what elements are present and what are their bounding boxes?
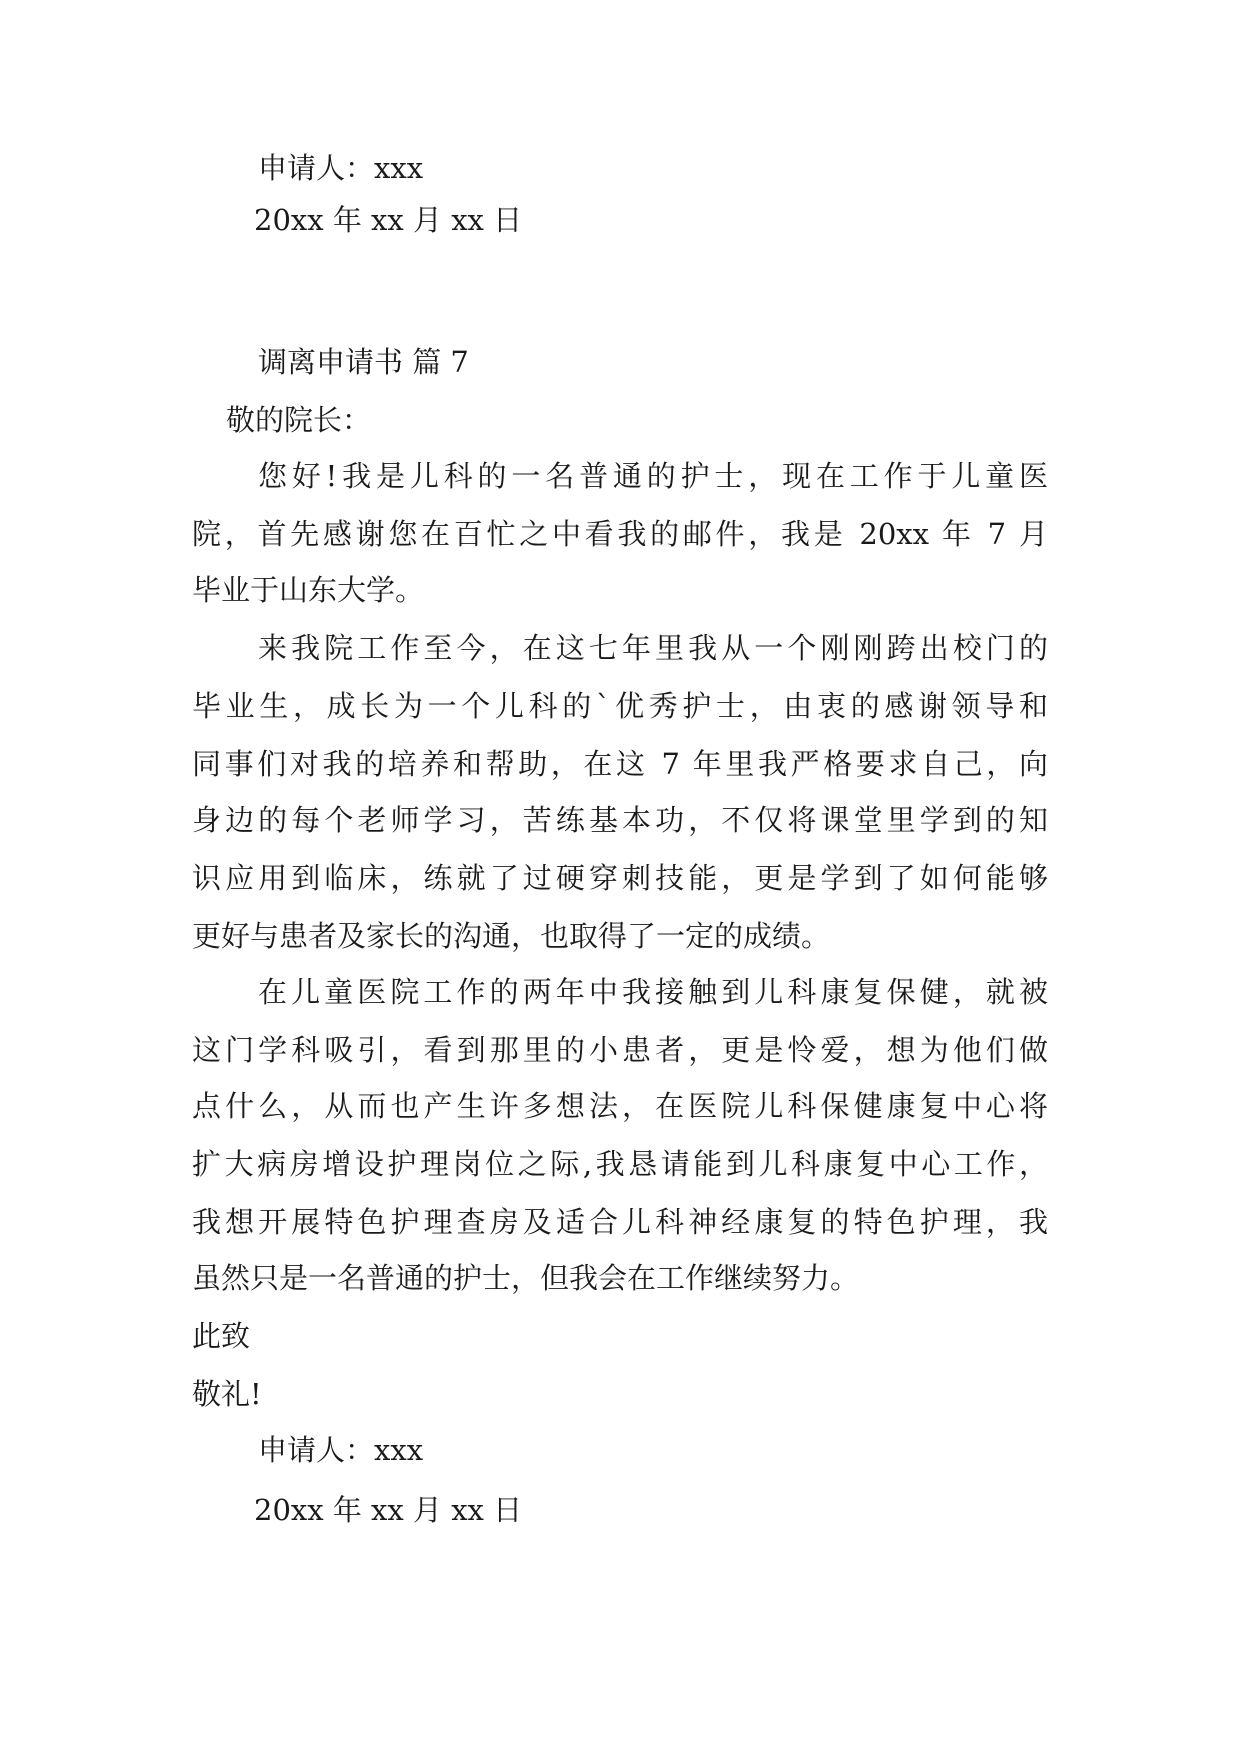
bottom-applicant-line: 申请人：xxx xyxy=(258,1433,424,1467)
paragraph-2-line-1: 来我院工作至今，在这七年里我从一个刚刚跨出校门的 xyxy=(258,631,1048,665)
paragraph-2-line-6: 更好与患者及家长的沟通，也取得了一定的成绩。 xyxy=(192,919,831,953)
section-title: 调离申请书 篇 7 xyxy=(258,345,469,379)
paragraph-3-line-6: 虽然只是一名普通的护士，但我会在工作继续努力。 xyxy=(192,1261,860,1295)
paragraph-3-line-2: 这门学科吸引，看到那里的小患者，更是怜爱，想为他们做 xyxy=(192,1033,1048,1067)
salutation: 敬的院长： xyxy=(226,403,372,437)
closing-line-2: 敬礼! xyxy=(192,1377,262,1411)
paragraph-2-line-2: 毕业生，成长为一个儿科的`优秀护士，由衷的感谢领导和 xyxy=(192,689,1048,723)
paragraph-2-line-5: 识应用到临床，练就了过硬穿刺技能，更是学到了如何能够 xyxy=(192,861,1048,895)
paragraph-1-line-1: 您好!我是儿科的一名普通的护士，现在工作于儿童医 xyxy=(258,459,1048,493)
paragraph-3-line-1: 在儿童医院工作的两年中我接触到儿科康复保健，就被 xyxy=(258,975,1048,1009)
paragraph-1-line-2: 院，首先感谢您在百忙之中看我的邮件，我是 20xx 年 7 月 xyxy=(192,517,1048,551)
paragraph-1-line-3: 毕业于山东大学。 xyxy=(192,573,425,607)
paragraph-3-line-3: 点什么，从而也产生许多想法，在医院儿科保健康复中心将 xyxy=(192,1089,1048,1123)
top-applicant-line: 申请人：xxx xyxy=(258,151,424,185)
paragraph-2-line-3: 同事们对我的培养和帮助，在这 7 年里我严格要求自己，向 xyxy=(192,747,1048,781)
paragraph-3-line-5: 我想开展特色护理查房及适合儿科神经康复的特色护理，我 xyxy=(192,1205,1048,1239)
bottom-date-line: 20xx 年 xx 月 xx 日 xyxy=(254,1493,523,1527)
top-date-line: 20xx 年 xx 月 xx 日 xyxy=(254,203,523,237)
closing-line-1: 此致 xyxy=(192,1319,251,1353)
paragraph-2-line-4: 身边的每个老师学习，苦练基本功，不仅将课堂里学到的知 xyxy=(192,803,1048,837)
paragraph-3-line-4: 扩大病房增设护理岗位之际,我恳请能到儿科康复中心工作， xyxy=(192,1147,1048,1181)
